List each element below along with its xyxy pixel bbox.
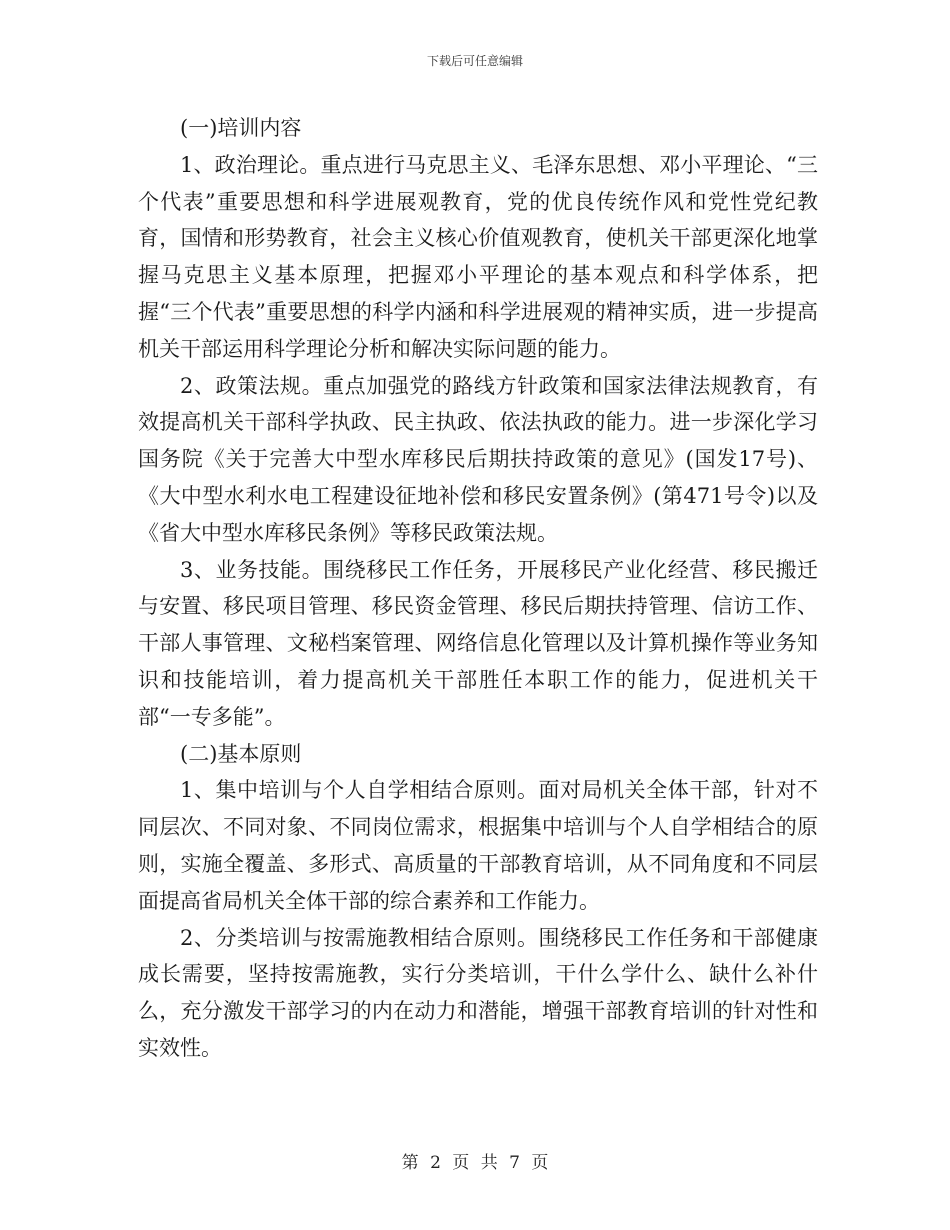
paragraph-business-skills: 3、业务技能。围绕移民工作任务，开展移民产业化经营、移民搬迁与安置、移民项目管理、移民资金管理、移民后期扶持管理、信访工作、干部人事管理、文秘档案管理、网络信息化管理以及计算机操作等业务知识和技能培训，着力提高机关干部胜任本职工作的能力，促进机关干部“一专多能”。 [138,557,818,729]
document-body [138,110,818,1067]
page-number: 第 2 页 共 7 页 [401,1153,549,1173]
page-header-note: 下载后可任意编辑 [426,54,523,68]
section-heading-training-content: (一)培训内容 [180,116,302,140]
paragraph-policy-regulations: 2、政策法规。重点加强党的路线方针政策和国家法律法规教育，有效提高机关干部科学执政、民主执政、依法执政的能力。进一步深化学习国务院《关于完善大中型水库移民后期扶持政策的意见》(国发17号)、《大中型水利水电工程建设征地补偿和移民安置条例》(第471号令)以及《省大中型水库移民条例》等移民政策法规。 [138,373,818,545]
paragraph-principle-centralized: 1、集中培训与个人自学相结合原则。面对局机关全体干部，针对不同层次、不同对象、不同岗位需求，根据集中培训与个人自学相结合的原则，实施全覆盖、多形式、高质量的干部教育培训，从不同角度和不同层面提高省局机关全体干部的综合素养和工作能力。 [138,778,818,913]
paragraph-political-theory: 1、政治理论。重点进行马克思主义、毛泽东思想、邓小平理论、“三个代表”重要思想和科学进展观教育，党的优良传统作风和党性党纪教育，国情和形势教育，社会主义核心价值观教育，使机关干部更深化地掌握马克思主义基本原理，把握邓小平理论的基本观点和科学体系，把握“三个代表”重要思想的科学内涵和科学进展观的精神实质，进一步提高机关干部运用科学理论分析和解决实际问题的能力。 [138,152,818,361]
paragraph-principle-classified: 2、分类培训与按需施教相结合原则。围绕移民工作任务和干部健康成长需要，坚持按需施教，实行分类培训，干什么学什么、缺什么补什么，充分激发干部学习的内在动力和潜能，增强干部教育培训的针对性和实效性。 [138,925,818,1060]
section-heading-basic-principles: (二)基本原则 [180,741,302,766]
